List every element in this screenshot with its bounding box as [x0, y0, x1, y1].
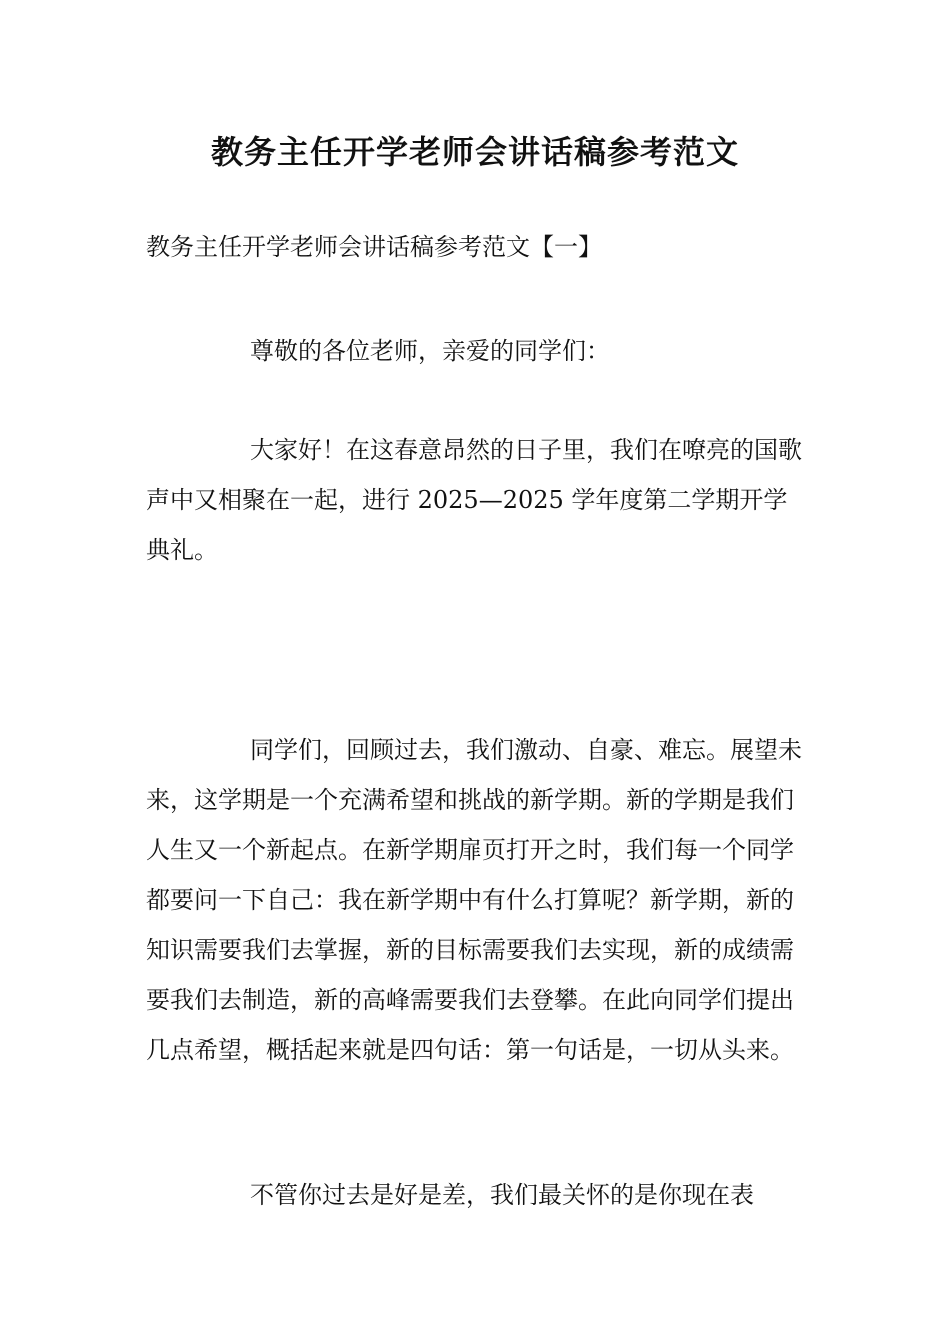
- section-heading: 教务主任开学老师会讲话稿参考范文【一】: [146, 233, 602, 261]
- paragraph-1: 大家好！在这春意昂然的日子里，我们在嘹亮的国歌声中又相聚在一起，进行 2025—2025 学年度第二学期开学典礼。: [146, 436, 802, 564]
- document-title: 教务主任开学老师会讲话稿参考范文: [210, 133, 739, 171]
- paragraph-2: 同学们，回顾过去，我们激动、自豪、难忘。展望未来，这学期是一个充满希望和挑战的新学期。新的学期是我们人生又一个新起点。在新学期扉页打开之时，我们每一个同学都要问一下自己：我在新学期中有什么打算呢？新学期，新的知识需要我们去掌握，新的目标需要我们去实现，新的成绩需要我们去制造，新的高峰需要我们去登攀。在此向同学们提出几点希望，概括起来就是四句话：第一句话是，一切从头来。: [146, 736, 802, 1064]
- greeting-line: 尊敬的各位老师，亲爱的同学们：: [250, 337, 610, 365]
- paragraph-3: 不管你过去是好是差，我们最关怀的是你现在表: [250, 1181, 754, 1209]
